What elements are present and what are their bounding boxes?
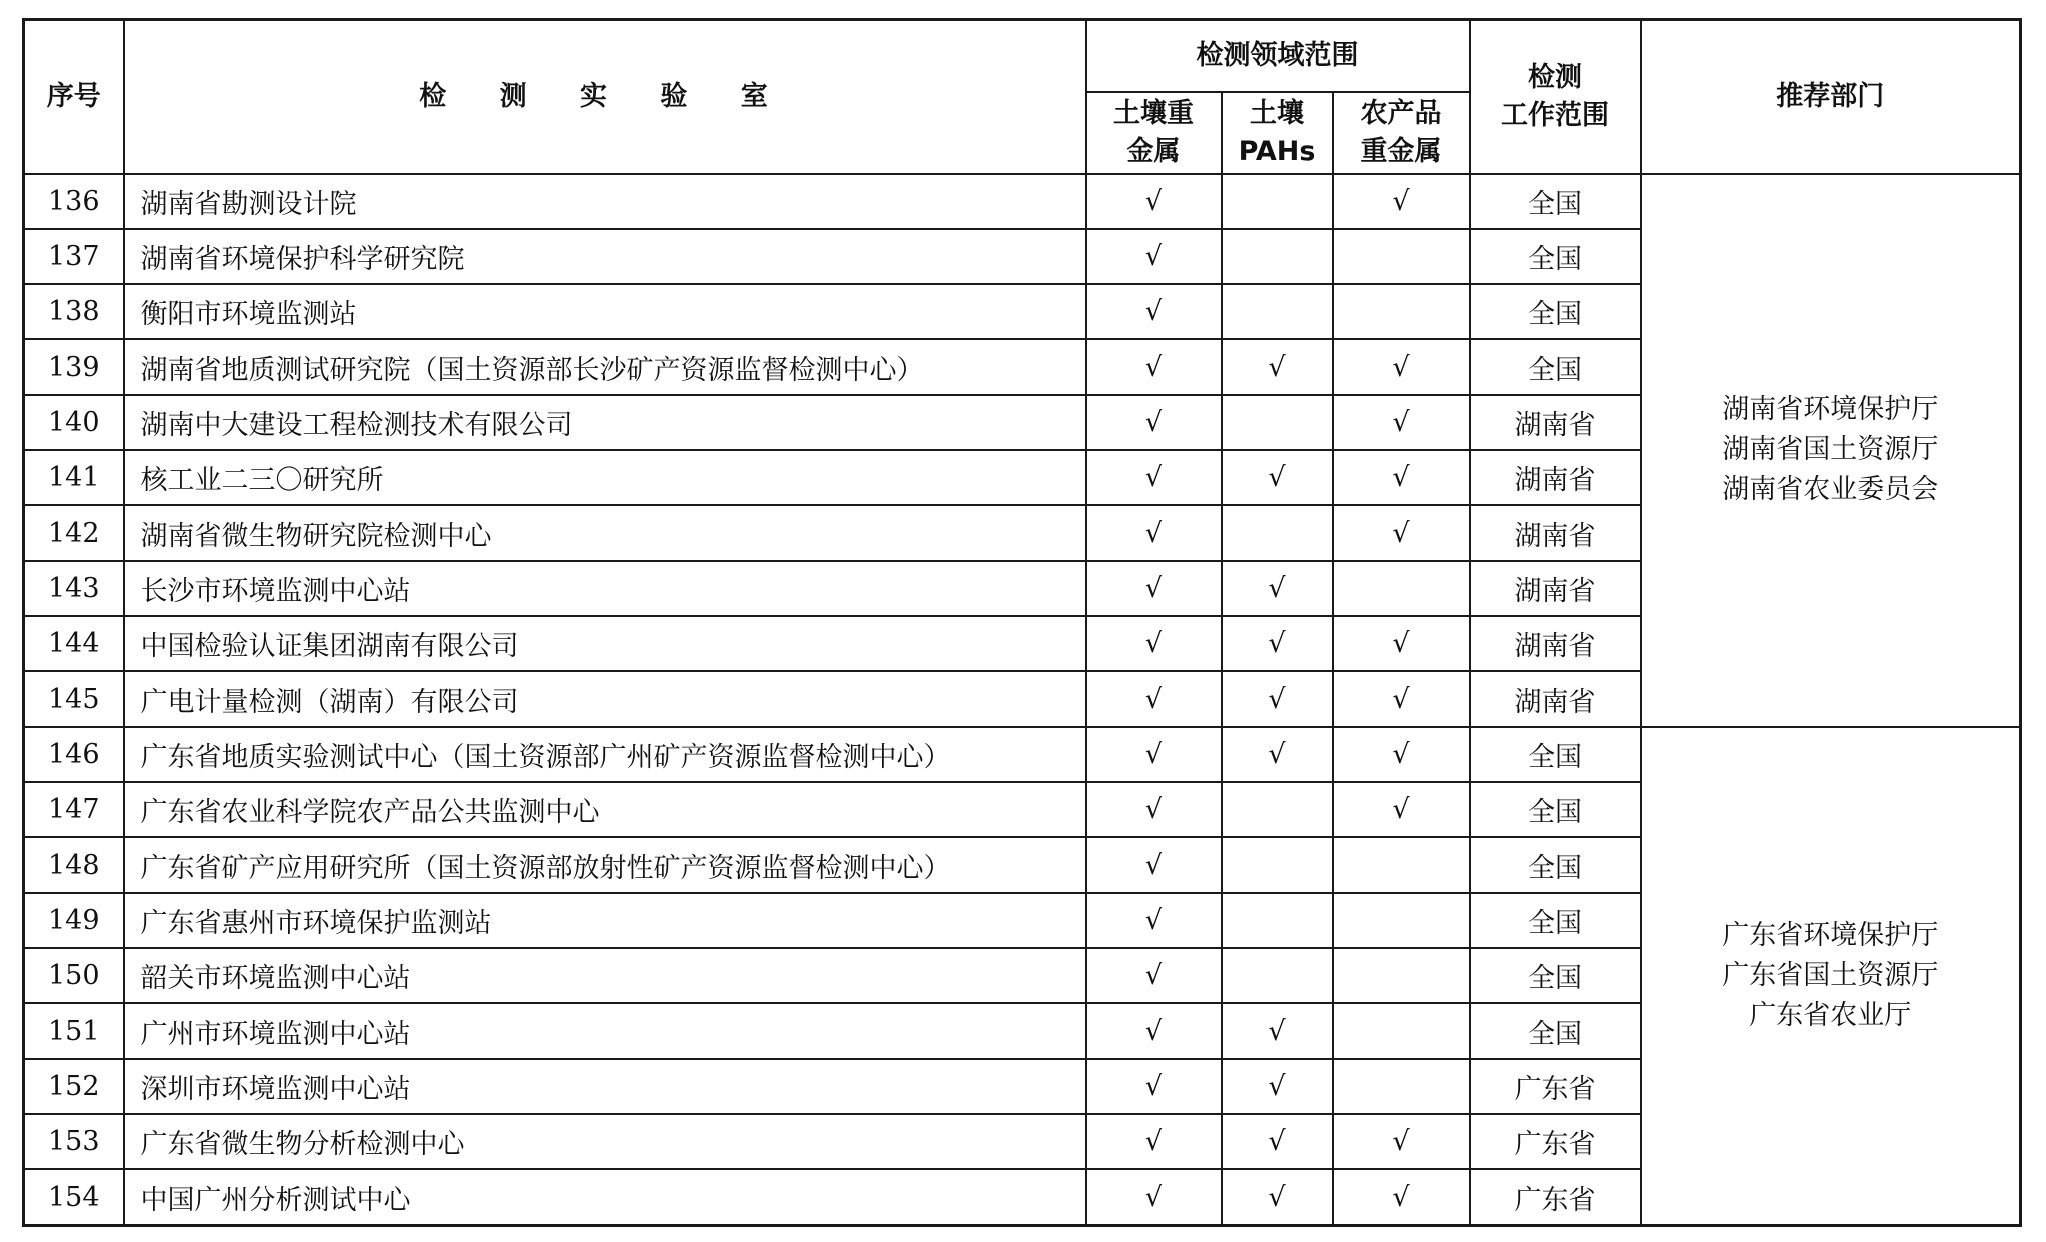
row-number: 139 <box>24 339 124 394</box>
check-soil-pahs <box>1222 948 1333 1003</box>
lab-name: 广东省微生物分析检测中心 <box>124 1114 1086 1169</box>
header-scope-line1: 检测 <box>1528 61 1583 93</box>
department-line: 湖南省国土资源厅 <box>1722 434 1939 466</box>
check-agri-heavy-metal: √ <box>1333 505 1470 560</box>
check-agri-heavy-metal: √ <box>1333 727 1470 782</box>
header-scope <box>1470 20 1641 174</box>
work-scope: 湖南省 <box>1470 671 1641 726</box>
check-soil-pahs <box>1222 229 1333 284</box>
row-number: 146 <box>24 727 124 782</box>
check-soil-heavy-metal: √ <box>1086 450 1222 505</box>
work-scope: 湖南省 <box>1470 616 1641 671</box>
header-soil-hm-line2: 金属 <box>1126 135 1181 167</box>
recommending-department <box>1641 727 2021 1226</box>
lab-name: 深圳市环境监测中心站 <box>124 1059 1086 1114</box>
check-soil-heavy-metal: √ <box>1086 229 1222 284</box>
row-number: 137 <box>24 229 124 284</box>
row-number: 136 <box>24 174 124 229</box>
lab-name: 湖南省微生物研究院检测中心 <box>124 505 1086 560</box>
check-soil-heavy-metal: √ <box>1086 837 1222 892</box>
check-soil-heavy-metal: √ <box>1086 1114 1222 1169</box>
work-scope: 广东省 <box>1470 1059 1641 1114</box>
check-soil-heavy-metal: √ <box>1086 782 1222 837</box>
work-scope: 全国 <box>1470 1003 1641 1058</box>
header-domain-group: 检测领域范围 <box>1086 20 1470 92</box>
row-number: 140 <box>24 395 124 450</box>
recommending-department <box>1641 174 2021 727</box>
work-scope: 湖南省 <box>1470 450 1641 505</box>
check-soil-heavy-metal: √ <box>1086 1169 1222 1225</box>
check-soil-pahs: √ <box>1222 727 1333 782</box>
work-scope: 全国 <box>1470 782 1641 837</box>
header-agri-hm <box>1333 92 1470 174</box>
check-agri-heavy-metal: √ <box>1333 671 1470 726</box>
check-agri-heavy-metal: √ <box>1333 395 1470 450</box>
row-number: 142 <box>24 505 124 560</box>
check-soil-heavy-metal: √ <box>1086 339 1222 394</box>
check-soil-pahs: √ <box>1222 450 1333 505</box>
table-body <box>24 174 2021 1226</box>
check-agri-heavy-metal <box>1333 893 1470 948</box>
check-soil-heavy-metal: √ <box>1086 727 1222 782</box>
work-scope: 广东省 <box>1470 1114 1641 1169</box>
work-scope: 全国 <box>1470 893 1641 948</box>
check-agri-heavy-metal: √ <box>1333 616 1470 671</box>
work-scope: 全国 <box>1470 837 1641 892</box>
check-soil-pahs: √ <box>1222 1003 1333 1058</box>
lab-table <box>22 18 2022 1227</box>
check-soil-pahs <box>1222 893 1333 948</box>
lab-name: 广东省惠州市环境保护监测站 <box>124 893 1086 948</box>
header-lab: 检 测 实 验 室 <box>124 20 1086 174</box>
lab-name: 长沙市环境监测中心站 <box>124 561 1086 616</box>
work-scope: 全国 <box>1470 948 1641 1003</box>
check-soil-pahs: √ <box>1222 1114 1333 1169</box>
row-number: 145 <box>24 671 124 726</box>
row-number: 143 <box>24 561 124 616</box>
work-scope: 全国 <box>1470 229 1641 284</box>
check-soil-pahs: √ <box>1222 616 1333 671</box>
row-number: 148 <box>24 837 124 892</box>
lab-name: 湖南省勘测设计院 <box>124 174 1086 229</box>
work-scope: 湖南省 <box>1470 561 1641 616</box>
check-agri-heavy-metal <box>1333 229 1470 284</box>
check-soil-heavy-metal: √ <box>1086 671 1222 726</box>
check-soil-pahs <box>1222 782 1333 837</box>
check-soil-heavy-metal: √ <box>1086 948 1222 1003</box>
check-agri-heavy-metal: √ <box>1333 174 1470 229</box>
check-soil-pahs: √ <box>1222 561 1333 616</box>
row-number: 152 <box>24 1059 124 1114</box>
check-agri-heavy-metal: √ <box>1333 782 1470 837</box>
header-soil-hm-line1: 土壤重 <box>1113 97 1194 129</box>
check-soil-heavy-metal: √ <box>1086 174 1222 229</box>
header-soil-hm <box>1086 92 1222 174</box>
check-soil-pahs <box>1222 395 1333 450</box>
check-soil-heavy-metal: √ <box>1086 505 1222 560</box>
department-line: 广东省环境保护厅 <box>1722 919 1939 951</box>
table-row <box>24 727 2021 782</box>
check-soil-heavy-metal: √ <box>1086 561 1222 616</box>
check-soil-heavy-metal: √ <box>1086 1059 1222 1114</box>
header-soil-pahs-line1: 土壤 <box>1250 97 1304 129</box>
row-number: 153 <box>24 1114 124 1169</box>
row-number: 141 <box>24 450 124 505</box>
header-dept: 推荐部门 <box>1641 20 2021 174</box>
check-soil-pahs: √ <box>1222 1169 1333 1225</box>
check-soil-heavy-metal: √ <box>1086 395 1222 450</box>
check-agri-heavy-metal: √ <box>1333 339 1470 394</box>
work-scope: 广东省 <box>1470 1169 1641 1225</box>
work-scope: 全国 <box>1470 284 1641 339</box>
check-soil-heavy-metal: √ <box>1086 1003 1222 1058</box>
check-soil-pahs <box>1222 174 1333 229</box>
check-agri-heavy-metal <box>1333 1003 1470 1058</box>
check-agri-heavy-metal <box>1333 948 1470 1003</box>
lab-name: 广东省农业科学院农产品公共监测中心 <box>124 782 1086 837</box>
check-soil-pahs: √ <box>1222 1059 1333 1114</box>
work-scope: 湖南省 <box>1470 505 1641 560</box>
header-agri-hm-line1: 农产品 <box>1360 97 1442 129</box>
header-agri-hm-line2: 重金属 <box>1360 135 1442 167</box>
row-number: 150 <box>24 948 124 1003</box>
check-soil-heavy-metal: √ <box>1086 616 1222 671</box>
work-scope: 湖南省 <box>1470 395 1641 450</box>
work-scope: 全国 <box>1470 339 1641 394</box>
work-scope: 全国 <box>1470 174 1641 229</box>
department-line: 湖南省农业委员会 <box>1722 474 1939 506</box>
check-soil-pahs: √ <box>1222 671 1333 726</box>
row-number: 144 <box>24 616 124 671</box>
lab-name: 韶关市环境监测中心站 <box>124 948 1086 1003</box>
row-number: 149 <box>24 893 124 948</box>
check-soil-pahs <box>1222 505 1333 560</box>
row-number: 138 <box>24 284 124 339</box>
work-scope: 全国 <box>1470 727 1641 782</box>
header-scope-line2: 工作范围 <box>1501 99 1610 131</box>
lab-name: 广电计量检测（湖南）有限公司 <box>124 671 1086 726</box>
check-soil-pahs <box>1222 284 1333 339</box>
check-agri-heavy-metal <box>1333 284 1470 339</box>
header-soil-pahs <box>1222 92 1333 174</box>
department-line: 广东省国土资源厅 <box>1722 959 1939 991</box>
lab-name: 核工业二三〇研究所 <box>124 450 1086 505</box>
department-line: 湖南省环境保护厅 <box>1722 394 1939 426</box>
row-number: 151 <box>24 1003 124 1058</box>
lab-name: 广东省地质实验测试中心（国土资源部广州矿产资源监督检测中心） <box>124 727 1086 782</box>
lab-name: 中国广州分析测试中心 <box>124 1169 1086 1225</box>
check-soil-heavy-metal: √ <box>1086 893 1222 948</box>
lab-name: 湖南省环境保护科学研究院 <box>124 229 1086 284</box>
department-line: 广东省农业厅 <box>1749 999 1912 1031</box>
row-number: 147 <box>24 782 124 837</box>
lab-name: 中国检验认证集团湖南有限公司 <box>124 616 1086 671</box>
check-agri-heavy-metal <box>1333 837 1470 892</box>
row-number: 154 <box>24 1169 124 1225</box>
check-soil-heavy-metal: √ <box>1086 284 1222 339</box>
check-agri-heavy-metal: √ <box>1333 1169 1470 1225</box>
lab-name: 广州市环境监测中心站 <box>124 1003 1086 1058</box>
lab-name: 湖南省地质测试研究院（国土资源部长沙矿产资源监督检测中心） <box>124 339 1086 394</box>
check-agri-heavy-metal <box>1333 561 1470 616</box>
header-soil-pahs-line2: PAHs <box>1238 135 1316 167</box>
header-no: 序号 <box>24 20 124 174</box>
lab-name: 衡阳市环境监测站 <box>124 284 1086 339</box>
lab-name: 广东省矿产应用研究所（国土资源部放射性矿产资源监督检测中心） <box>124 837 1086 892</box>
lab-name: 湖南中大建设工程检测技术有限公司 <box>124 395 1086 450</box>
check-agri-heavy-metal: √ <box>1333 1114 1470 1169</box>
check-agri-heavy-metal: √ <box>1333 450 1470 505</box>
check-agri-heavy-metal <box>1333 1059 1470 1114</box>
table-row <box>24 174 2021 229</box>
check-soil-pahs <box>1222 837 1333 892</box>
check-soil-pahs: √ <box>1222 339 1333 394</box>
